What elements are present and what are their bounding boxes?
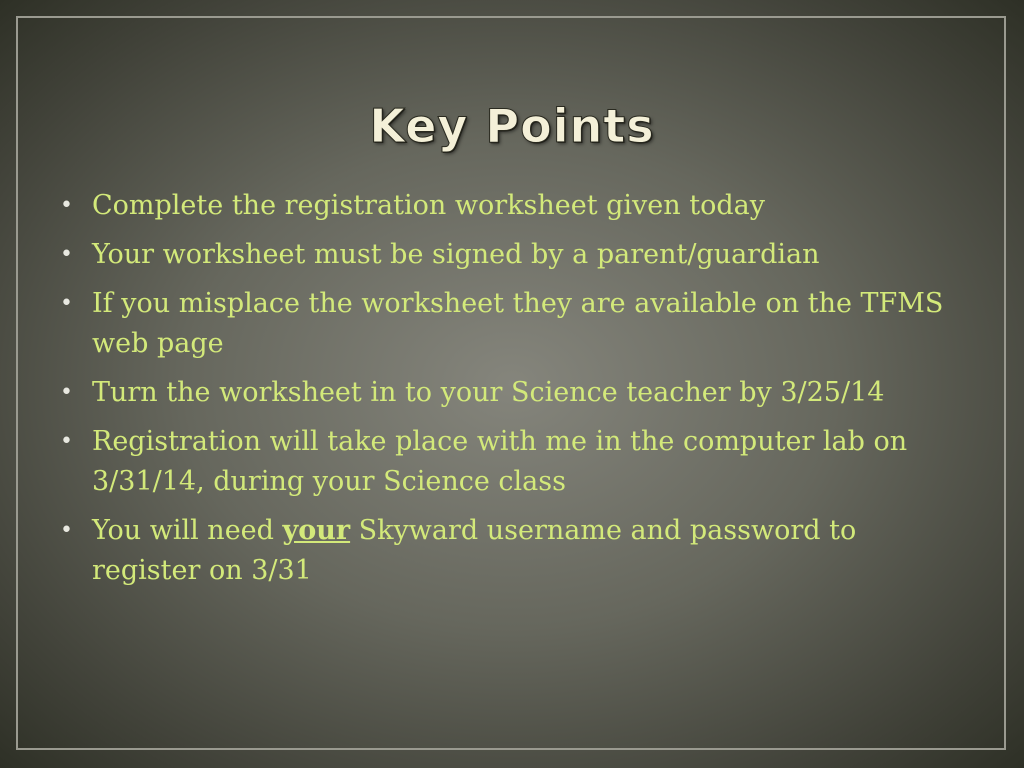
bullet-item-misplaced-worksheet [60,284,960,364]
bullet-text: Your worksheet must be signed by a parent/guardian [92,239,820,270]
bullet-item-parent-signature [60,235,960,275]
bullet-text: Registration will take place with me in the computer lab on 3/31/14, during your Science class [92,426,908,497]
bullet-icon: • [60,380,73,405]
bullet-item-registration-worksheet [60,186,960,226]
bullet-text-after: Skyward username and password to register on 3/31 [92,515,857,586]
bullet-item-skyward-credentials [60,511,960,591]
bullet-icon: • [60,193,73,218]
bullet-item-registration-date [60,422,960,502]
slide-title: Key Points [369,99,655,153]
bullet-text-before: You will need [92,515,283,546]
bullet-text: Turn the worksheet in to your Science teacher by 3/25/14 [92,377,885,408]
bullet-item-turn-in-deadline [60,373,960,413]
bullet-text-emphasis: your [282,515,351,546]
bullet-list [60,186,960,600]
bullet-text: If you misplace the worksheet they are available on the TFMS web page [92,288,944,359]
bullet-icon: • [60,291,73,316]
bullet-text: Complete the registration worksheet given today [92,190,765,221]
bullet-icon: • [60,429,73,454]
bullet-icon: • [60,518,73,543]
bullet-text [92,515,856,586]
bullet-icon: • [60,242,73,267]
